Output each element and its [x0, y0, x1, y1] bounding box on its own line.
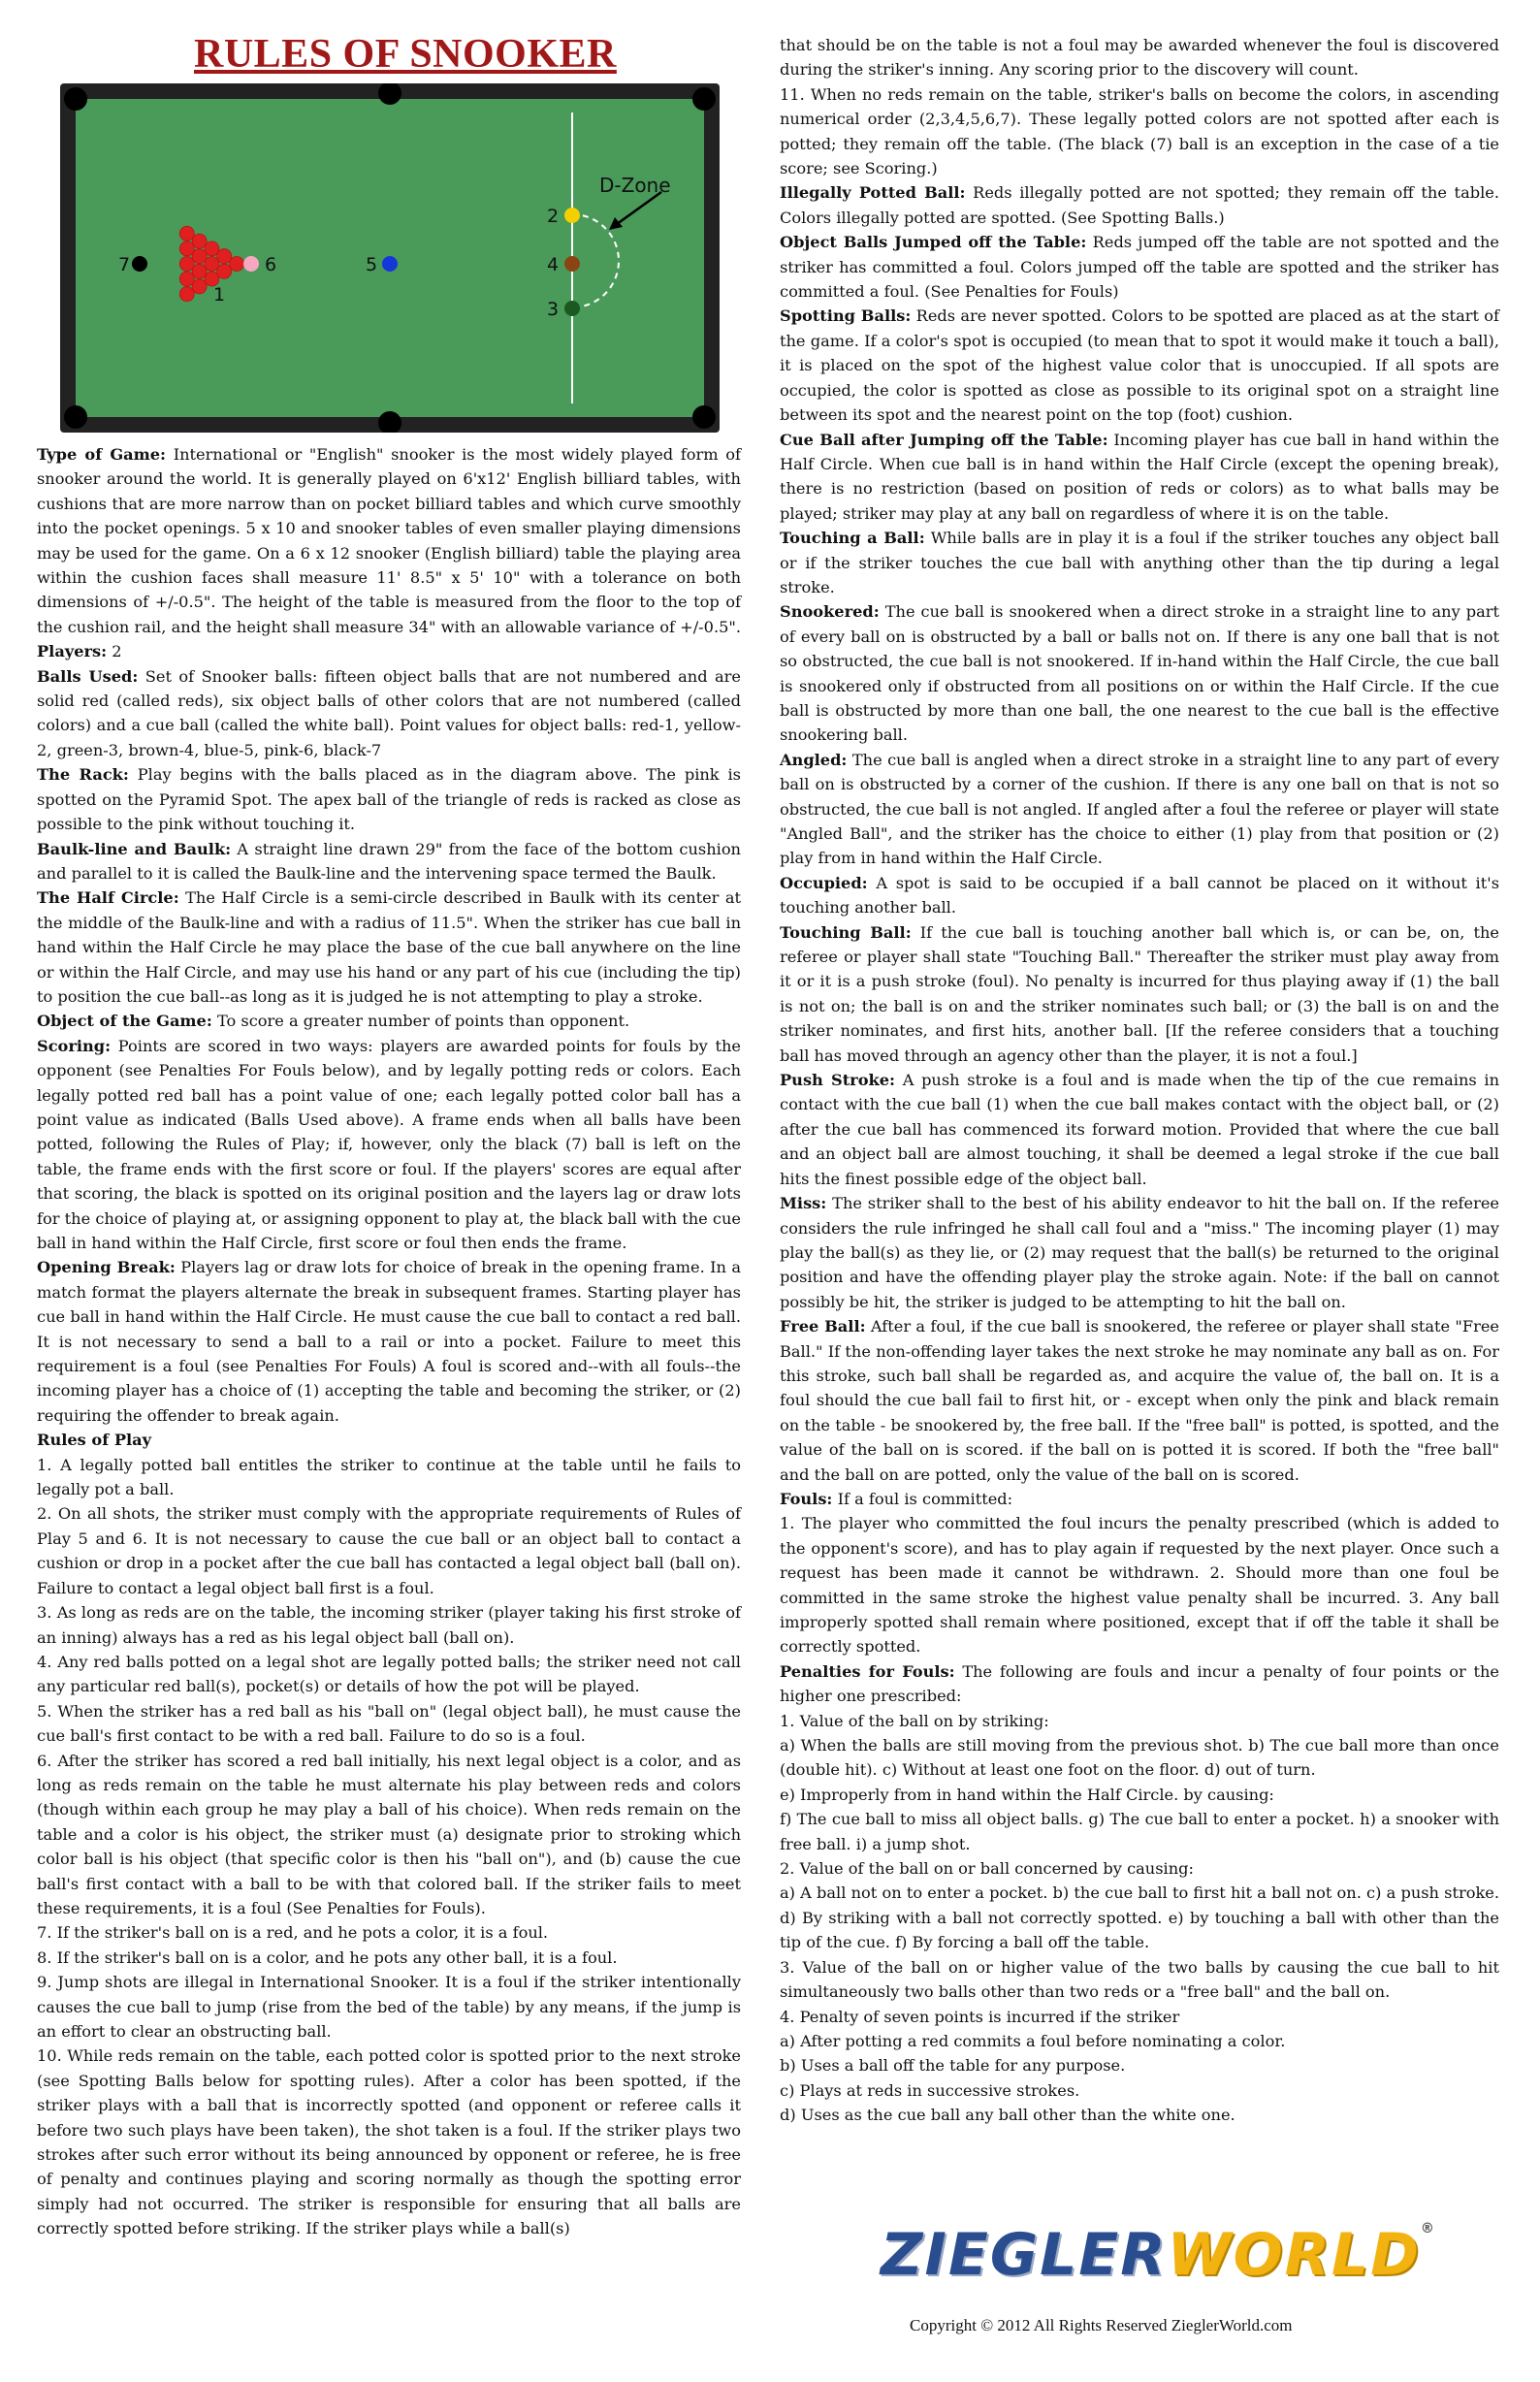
continued-text: that should be on the table is not a foul may be awarded whenever the foul is discovered during the striker's inning. Any scoring prior to the discovery will count.	[780, 36, 1499, 80]
section-text: International or "English" snooker is the most widely played form of snooker around the world. It is generally played on 6'x12' English billiard tables, with cushions that are more narrow than on pocket billiard tables and which curve smoothly into the pocket openings. 5 x 10 and snooker tables of even smaller playing dimensions may be used for the game. On a 6 x 12 snooker (English billiard) table the playing area within the cushion faces shall measure 11' 8.5" x 5' 10" with a tolerance on both dimensions of +/-0.5". The height of the table is measured from the floor to the top of the cushion rail, and the height shall measure 34" with an allowable variance of +/-0.5".	[37, 445, 741, 636]
section-heading: Scoring:	[37, 1036, 112, 1055]
section-text: A push stroke is a foul and is made when the tip of the cue remains in contact with the cue ball (1) when the cue ball makes contact with the object ball, or (2) after the cue ball has commenced its forward motion. Provided that where the cue ball and an object ball are almost touching, it shall be deemed a legal stroke if the cue ball hits the finest possible edge of the object ball.	[780, 1071, 1499, 1188]
snooker-table-svg	[60, 83, 720, 433]
rule-item: 2. On all shots, the striker must comply with the appropriate requirements of Rules of Play 5 and 6. It is not necessary to cause the cue ball or an object ball to contact a cushion or drop in a pocket after the cue ball has contacted a legal object ball (ball on). Failure to contact a legal object ball first is a foul.	[37, 1504, 741, 1597]
pocket-top-right	[692, 87, 716, 111]
page-title: RULES OF SNOOKER	[194, 32, 617, 77]
red-ball	[179, 226, 194, 241]
section-text: Reds jumped off the table are not spotted and the striker has committed a foul. Colors jumped off the table are spotted and the striker has committed a foul. (See Penalties for Fouls)	[780, 233, 1499, 302]
penalty-line: 1. Value of the ball on by striking:	[780, 1711, 1049, 1730]
rule-item: 3. As long as reds are on the table, the incoming striker (player taking his first stroke of an inning) always has a red as his legal object ball (ball on).	[37, 1603, 741, 1647]
brown-ball	[564, 256, 580, 272]
section-heading: The Rack:	[37, 765, 129, 785]
section-heading: Baulk-line and Baulk:	[37, 839, 232, 858]
section-penalties	[780, 1659, 1499, 1709]
red-ball	[179, 257, 194, 272]
penalty-line: c) Plays at reds in successive strokes.	[780, 2080, 1080, 2100]
section-free-ball	[780, 1314, 1499, 1487]
penalty-line: 4. Penalty of seven points is incurred if the striker	[780, 2007, 1180, 2026]
section-text: Players lag or draw lots for choice of break in the opening frame. In a match format the players alternate the break in subsequent frames. Starting player has cue ball in hand within the Half Circle. He must cause the cue ball to contact a red ball. It is not necessary to send a ball to a rail or into a pocket. Failure to meet this requirement is a foul (see Penalties For Fouls) A foul is scored and--with all fouls--the incoming player has a choice of (1) accepting the table and becoming the striker, or (2) requiring the offender to break again.	[37, 1258, 742, 1425]
right-column	[780, 33, 1499, 2128]
section-heading: Type of Game:	[37, 445, 167, 464]
rule-item: 8. If the striker's ball on is a color, and he pots any other ball, it is a foul.	[37, 1947, 618, 1967]
registered-mark: ®	[1420, 2221, 1436, 2237]
section-heading: Object of the Game:	[37, 1012, 212, 1031]
yellow-ball	[564, 208, 580, 223]
black-ball	[132, 256, 147, 272]
green-ball	[564, 301, 580, 316]
copyright-notice: Copyright © 2012 All Rights Reserved ZieglerWorld.com	[910, 2316, 1293, 2334]
section-text: Reds illegally potted are not spotted; they remain off the table. Colors illegally potted are spotted. (See Spotting Balls.)	[780, 183, 1499, 227]
section-heading: Touching Ball:	[780, 922, 912, 942]
penalty-line: f) The cue ball to miss all object balls. g) The cue ball to enter a pocket. h) a snooker with free ball. i) a jump shot.	[780, 1810, 1499, 1853]
section-text: The cue ball is snookered when a direct stroke in a straight line to any part of every ball on is obstructed by a ball or balls not on. If there is any one ball that is not so obstructed, the cue ball is not snookered. If in-hand within the Half Circle, the cue ball is snookered only if obstructed from all positions on or within the Half Circle. If the cue ball is obstructed by more than one ball, the one nearest to the cue ball is the effective snookering ball.	[780, 602, 1499, 745]
section-text: The cue ball is angled when a direct stroke in a straight line to any part of every ball on is obstructed by a corner of the cushion. If there is any one ball on that is not so obstructed, the cue ball is not angled. If angled after a foul the referee or player will state "Angled Ball", and the striker has the choice to either (1) play from that position or (2) play from in hand within the Half Circle.	[780, 750, 1499, 868]
section-heading: Balls Used:	[37, 666, 139, 686]
label-1: 1	[213, 284, 226, 306]
red-ball	[179, 287, 194, 302]
section-text: If a foul is committed:	[832, 1489, 1013, 1508]
penalty-line: a) When the balls are still moving from the previous shot. b) The cue ball more than once (double hit). c) Without at least one foot on the floor. d) out of turn.	[780, 1736, 1499, 1780]
section-spotting-balls	[780, 304, 1499, 427]
pink-ball	[243, 256, 259, 272]
section-text: Play begins with the balls placed as in the diagram above. The pink is spotted on the Pyramid Spot. The apex ball of the triangle of reds is racked as close as possible to the pink without touching it.	[37, 765, 741, 834]
section-heading: Opening Break:	[37, 1258, 176, 1277]
section-heading: Penalties for Fouls:	[780, 1661, 955, 1681]
section-text: After a foul, if the cue ball is snookered, the referee or player shall state "Free Ball." If the non-offending layer takes the next stroke he may nominate any ball as on. For this stroke, such ball shall be regarded as, and acquire the value of, the ball on. It is a foul should the cue ball fail to first hit, or - except when only the pink and black remain on the table - be snookered by, the free ball. If the "free ball" is potted, is spotted, and the value of the ball on is scored. if the ball on is potted it is scored. If both the "free ball" and the ball on are potted, only the value of the ball on is scored.	[780, 1317, 1499, 1484]
section-object-of-game	[37, 1009, 741, 1033]
red-ball	[205, 241, 219, 256]
red-ball	[205, 257, 219, 272]
red-ball	[192, 264, 207, 278]
penalty-line: d) Uses as the cue ball any ball other than the white one.	[780, 2106, 1235, 2125]
rule-item: 4. Any red balls potted on a legal shot are legally potted balls; the striker need not call any particular red ball(s), pocket(s) or details of how the pot will be played.	[37, 1652, 741, 1696]
pocket-bottom-left	[64, 405, 87, 429]
section-baulk-line	[37, 837, 741, 886]
label-3: 3	[547, 299, 560, 320]
red-ball	[179, 272, 194, 286]
d-zone-label: D-Zone	[599, 174, 671, 197]
section-heading: Object Balls Jumped off the Table:	[780, 233, 1087, 252]
section-text: The following are fouls and incur a penalty of four points or the higher one prescribed:	[780, 1661, 1499, 1706]
rule-item: 6. After the striker has scored a red ball initially, his next legal object is a color, and as long as reds remain on the table he must alternate his play between reds and colors (though within each group he may play a ball of his choice). When reds remain on the table and a color is his object, the striker must (a) designate prior to stroking which color ball is his object (that specific color is then his "ball on"), and (b) cause the cue ball's first contact with a ball to be with that colored ball. If the striker fails to meet these requirements, it is a foul (See Penalties for Fouls).	[37, 1751, 741, 1917]
fouls-text: 1. The player who committed the foul incurs the penalty prescribed (which is added to the opponent's score), and has to play again if requested by the next player. Once such a request has been made it cannot be withdrawn. 2. Should more than one foul be committed in the same stroke the highest value penalty shall be incurred. 3. Any ball improperly spotted shall remain where positioned, except that if off the table it shall be correctly spotted.	[780, 1514, 1499, 1657]
penalty-line: 2. Value of the ball on or ball concerned by causing:	[780, 1859, 1194, 1879]
red-ball	[217, 264, 232, 278]
label-7: 7	[118, 254, 131, 275]
section-miss	[780, 1191, 1499, 1314]
section-heading: Occupied:	[780, 873, 868, 892]
section-heading: Illegally Potted Ball:	[780, 183, 966, 203]
section-text: The Half Circle is a semi-circle described in Baulk with its center at the middle of the Baulk-line and with a radius of 11.5". When the striker has cue ball in hand within the Half Circle he may place the base of the cue ball anywhere on the line or within the Half Circle, and may use his hand or any part of his cue (including the tip) to position the cue ball--as long as it is judged he is not attempting to play a stroke.	[37, 888, 741, 1006]
penalty-line: a) After potting a red commits a foul before nominating a color.	[780, 2031, 1286, 2050]
zieglerworld-logo	[881, 2221, 1436, 2299]
section-snookered	[780, 599, 1499, 747]
rule-item: 11. When no reds remain on the table, striker's balls on become the colors, in ascending numerical order (2,3,4,5,6,7). These legally potted colors are not spotted after each is potted; they remain off the table. (The black (7) ball is an exception in the case of a tie score; see Scoring.)	[780, 84, 1499, 178]
section-text: 2	[107, 642, 122, 661]
section-text: The striker shall to the best of his ability endeavor to hit the ball on. If the referee considers the rule infringed he shall call foul and a "miss." The incoming player (1) may play the ball(s) as they lie, or (2) may request that the ball(s) be returned to the original position and have the offending player play the stroke again. Note: if the ball on cannot possibly be hit, the striker is judged to be attempting to hit the ball on.	[780, 1194, 1499, 1311]
penalty-line: b) Uses a ball off the table for any purpose.	[780, 2056, 1126, 2076]
rule-item: 7. If the striker's ball on is a red, and he pots a color, it is a foul.	[37, 1923, 549, 1943]
section-the-rack	[37, 762, 741, 836]
section-heading: Snookered:	[780, 602, 880, 622]
section-text: A straight line drawn 29" from the face of the bottom cushion and parallel to it is called the Baulk-line and the intervening space termed the Baulk.	[37, 839, 741, 883]
red-ball	[192, 234, 207, 248]
section-touching-a-ball	[780, 526, 1499, 599]
section-heading: The Half Circle:	[37, 888, 179, 908]
section-text: A spot is said to be occupied if a ball cannot be placed on it without it's touching another ball.	[780, 873, 1499, 917]
section-balls-used	[37, 664, 741, 763]
section-heading: Fouls:	[780, 1489, 833, 1508]
pocket-top-left	[64, 87, 87, 111]
rule-item: 5. When the striker has a red ball as his "ball on" (legal object ball), he must cause the cue ball's first contact to be with a red ball. Failure to do so is a foul.	[37, 1701, 741, 1746]
section-text: While balls are in play it is a foul if the striker touches any object ball or if the striker touches the cue ball with anything other than the tip during a legal stroke.	[780, 529, 1499, 596]
section-heading: Touching a Ball:	[780, 529, 925, 548]
rule-item: 10. While reds remain on the table, each potted color is spotted prior to the next stroke (see Spotting Balls below for spotting rules). After a color has been spotted, if the striker plays with a ball that is incorrectly spotted (and opponent or referee calls it before two such plays have been taken), the shot taken is a foul. If the striker plays two strokes after such error without its being announced by opponent or referee, he is free of penalty and continues playing and scoring normally as though the spotting error simply had not occurred. The striker is responsible for ensuring that all balls are correctly spotted before striking. If the striker plays while a ball(s)	[37, 2046, 741, 2238]
section-rules-of-play	[37, 1428, 741, 1452]
section-cue-ball-jump	[780, 428, 1499, 527]
label-5: 5	[366, 254, 378, 275]
section-jumped-off	[780, 230, 1499, 304]
section-fouls	[780, 1487, 1499, 1511]
section-heading: Players:	[37, 642, 108, 661]
section-text: Reds are never spotted. Colors to be spotted are placed as at the start of the game. If a color's spot is occupied (to mean that to spot it would make it touch a ball), it is placed on the spot of the highest value color that is unoccupied. If all spots are occupied, the color is spotted as close as possible to its original spot on a straight line between its spot and the nearest point on the top (foot) cushion.	[780, 306, 1499, 425]
section-text: Incoming player has cue ball in hand within the Half Circle. When cue ball is in hand within the Half Circle (except the opening break), there is no restriction (based on position of reds or colors) as to what balls may be played; striker may play at any ball on regardless of where it is on the table.	[780, 430, 1499, 523]
logo-part-world: WORLD	[1167, 2221, 1421, 2289]
label-4: 4	[547, 254, 560, 275]
red-ball	[179, 241, 194, 256]
red-ball	[230, 257, 244, 272]
section-occupied	[780, 871, 1499, 920]
rule-item: 9. Jump shots are illegal in International Snooker. It is a foul if the striker intentionally causes the cue ball to jump (rise from the bed of the table) by any means, if the jump is an effort to clear an obstructing ball.	[37, 1973, 741, 2041]
penalty-line: e) Improperly from in hand within the Half Circle. by causing:	[780, 1785, 1274, 1804]
section-push-stroke	[780, 1068, 1499, 1191]
section-text: If the cue ball is touching another ball which is, or can be, on, the referee or player shall state "Touching Ball." Thereafter the striker must play away from it or it is a push stroke (foul). No penalty is incurred for thus playing away if (1) the ball is not on; the ball is on and the striker nominates such ball; or (3) the ball is on and the striker nominates, and first hits, another ball. [If the referee considers that a touching ball has moved through an agency other than the player, it is not a foul.]	[780, 922, 1499, 1065]
section-angled	[780, 748, 1499, 871]
red-ball	[217, 249, 232, 264]
section-heading: Cue Ball after Jumping off the Table:	[780, 430, 1108, 449]
section-opening-break	[37, 1255, 741, 1428]
section-heading: Spotting Balls:	[780, 306, 912, 326]
section-type-of-game	[37, 442, 741, 664]
section-half-circle	[37, 885, 741, 1009]
section-heading: Free Ball:	[780, 1317, 866, 1336]
pocket-bottom-right	[692, 405, 716, 429]
blue-ball	[382, 256, 398, 272]
label-6: 6	[265, 254, 277, 275]
left-column	[37, 442, 741, 2241]
penalty-line: 3. Value of the ball on or higher value of the two balls by causing the cue ball to hit simultaneously two balls other than two reds or a "free ball" and the ball on.	[780, 1957, 1499, 2002]
penalty-line: a) A ball not on to enter a pocket. b) the cue ball to first hit a ball not on. c) a push stroke. d) By striking with a ball not correctly spotted. e) by touching a ball with other than the tip of the cue. f) By forcing a ball off the table.	[780, 1883, 1499, 1952]
section-touching-ball	[780, 920, 1499, 1068]
section-text: Set of Snooker balls: fifteen object balls that are not numbered and are solid red (called reds), six object balls of other colors that are not numbered (called colors) and a cue ball (called the white ball). Point values for object balls: red-1, yellow-2, green-3, brown-4, blue-5, pink-6, black-7	[37, 666, 742, 759]
section-text: Points are scored in two ways: players are awarded points for fouls by the opponent (see Penalties For Fouls below), and by legally potting reds or colors. Each legally potted red ball has a point value of one; each legally potted color ball has a point value as indicated (Balls Used above). A frame ends when all balls have been potted, following the Rules of Play; if, however, only the black (7) ball is left on the table, the frame ends with the first score or foul. If the players' scores are equal after that scoring, the black is spotted on its original position and the layers lag or draw lots for the choice of playing at, or assigning opponent to play at, the black ball with the cue ball in hand within the Half Circle, first score or foul then ends the frame.	[37, 1036, 741, 1252]
rule-item: 1. A legally potted ball entitles the striker to continue at the table until he fails to legally pot a ball.	[37, 1455, 741, 1499]
red-ball	[192, 249, 207, 264]
section-scoring	[37, 1034, 741, 1256]
logo-part-ziegler: ZIEGLER	[881, 2221, 1168, 2289]
red-ball	[192, 279, 207, 294]
section-heading: Miss:	[780, 1194, 827, 1213]
section-heading: Push Stroke:	[780, 1071, 895, 1090]
section-text: To score a greater number of points than opponent.	[211, 1012, 630, 1031]
section-heading: Rules of Play	[37, 1431, 152, 1450]
snooker-table-diagram	[60, 83, 720, 433]
label-2: 2	[547, 206, 560, 227]
section-illegally-potted	[780, 180, 1499, 230]
section-heading: Angled:	[780, 750, 848, 769]
